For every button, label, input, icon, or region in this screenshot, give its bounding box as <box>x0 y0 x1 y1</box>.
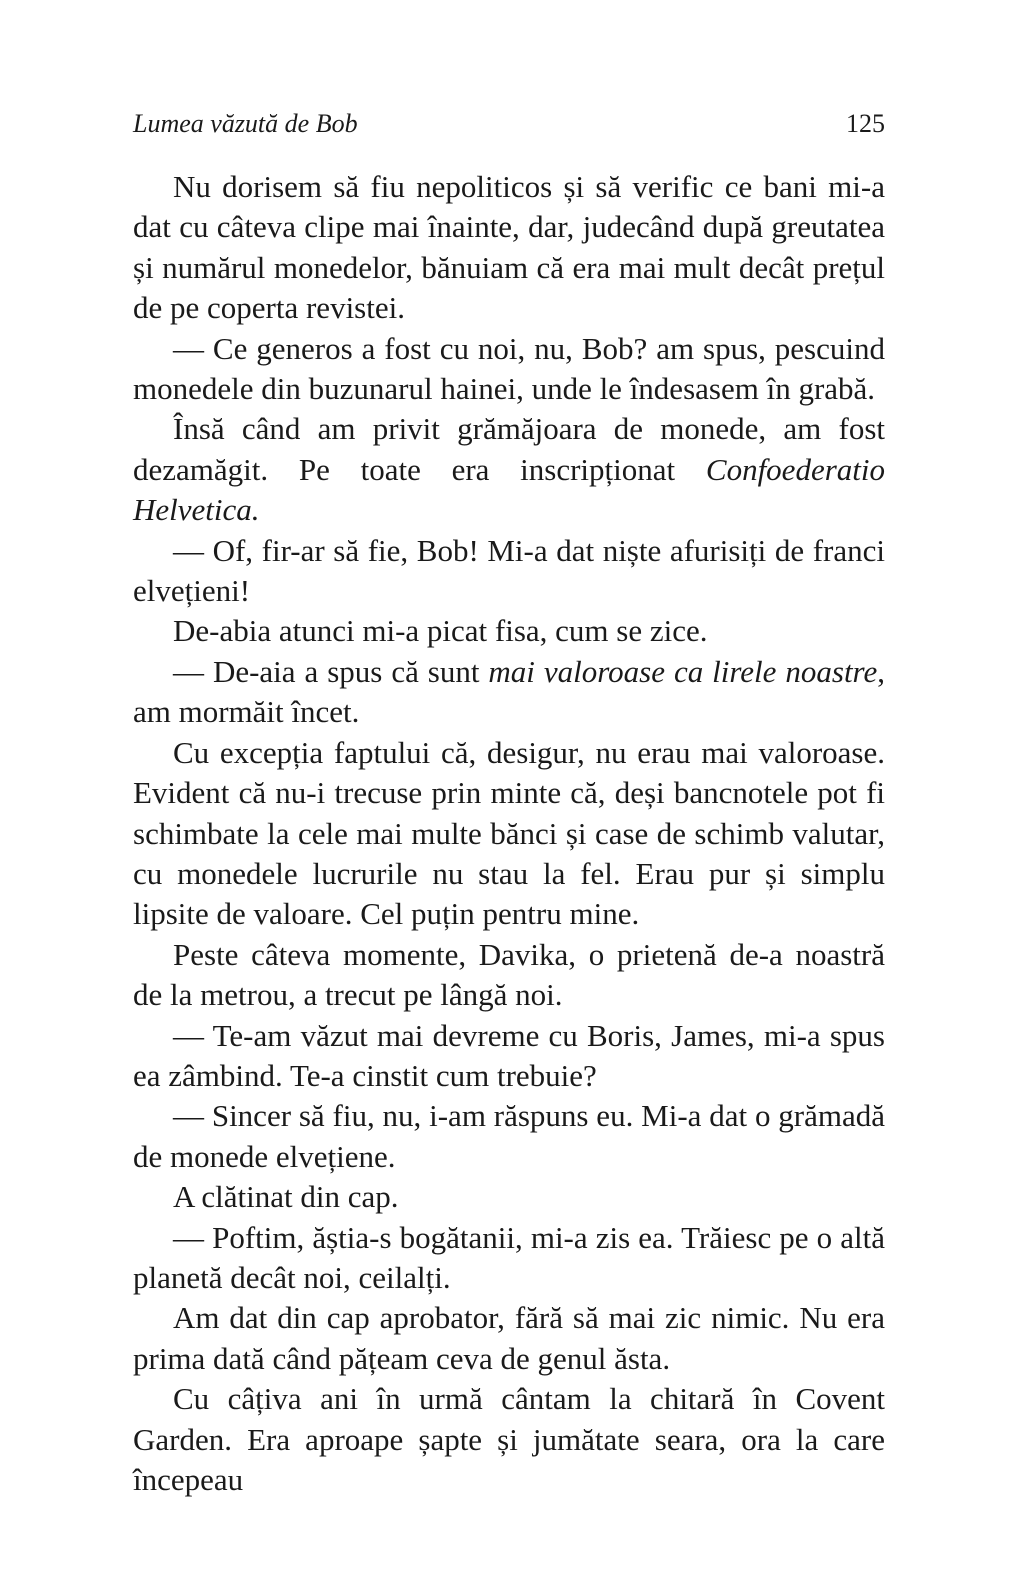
italic-phrase: Confoederatio Helvetica. <box>133 451 885 528</box>
paragraph: — De-aia a spus că sunt mai valoroase ca lirele noastre, am mormăit încet. <box>133 653 885 730</box>
paragraph: Cu excepția faptului că, desigur, nu erau mai valoroase. Evident că nu-i trecuse prin minte că, deși bancnotele pot fi schimbate la cele mai multe bănci și case de schimb valutar, cu monedele lucrurile nu stau la fel. Erau pur și simplu lipsite de valoare. Cel puțin pentru mine. <box>133 734 885 932</box>
paragraph: Cu câțiva ani în urmă cântam la chitară în Covent Garden. Era aproape șapte și jumătate seara, ora la care începeau <box>133 1381 885 1497</box>
paragraph: — Poftim, ăștia-s bogătanii, mi-a zis ea. Trăiesc pe o altă planetă decât noi, ceilalți. <box>133 1219 885 1295</box>
paragraph: — Ce generos a fost cu noi, nu, Bob? am spus, pescuind monedele din buzunarul hainei, unde le îndesasem în grabă. <box>133 330 885 407</box>
paragraph: Nu dorisem să fiu nepoliticos și să verific ce bani mi-a dat cu câteva clipe mai înainte, dar, judecând după greutatea și numărul monedelor, bănuiam că era mai mult decât prețul de pe coperta revistei. <box>133 169 885 326</box>
page-number: 125 <box>846 109 885 138</box>
paragraph: De-abia atunci mi-a picat fisa, cum se zice. <box>173 613 708 649</box>
paragraph: Însă când am privit grămăjoara de monede, am fost dezamăgit. Pe toate era inscripționat Confoederatio Helvetica. <box>133 411 885 528</box>
running-head <box>133 106 885 142</box>
italic-phrase: mai valoroase ca lirele noastre <box>488 653 878 689</box>
paragraph: — Te-am văzut mai devreme cu Boris, James, mi-a spus ea zâmbind. Te-a cinstit cum trebuie? <box>133 1017 885 1093</box>
paragraph: Am dat din cap aprobator, fără să mai zic nimic. Nu era prima dată când pățeam ceva de genul ăsta. <box>133 1300 885 1376</box>
paragraph: — Of, fir-ar să fie, Bob! Mi-a dat niște afurisiți de franci elvețieni! <box>133 532 885 609</box>
paragraph: — Sincer să fiu, nu, i-am răspuns eu. Mi-a dat o grămadă de monede elvețiene. <box>133 1098 885 1174</box>
paragraph: Peste câteva momente, Davika, o prietenă de-a noastră de la metrou, a trecut pe lângă noi. <box>133 936 885 1013</box>
paragraph: A clătinat din cap. <box>173 1179 399 1215</box>
running-title: Lumea văzută de Bob <box>133 109 358 138</box>
body-text <box>133 167 885 1500</box>
